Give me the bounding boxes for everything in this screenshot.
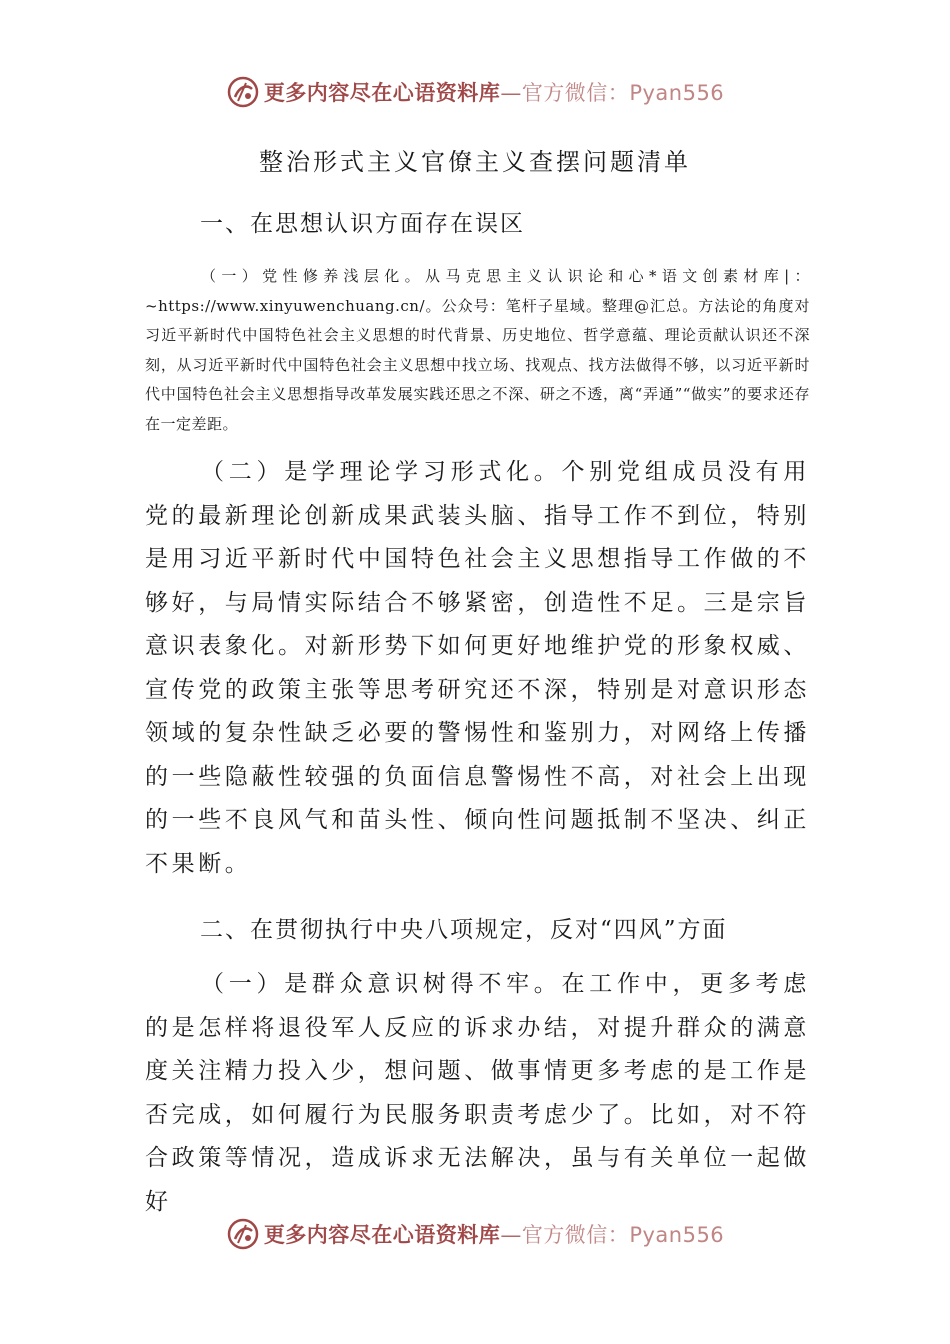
banner-text xyxy=(264,1219,724,1249)
banner-wechat-label: 官方微信： xyxy=(521,1223,630,1247)
section-heading-1: 一、在思想认识方面存在误区 xyxy=(200,211,525,237)
banner-text xyxy=(264,77,724,107)
banner-brand: 更多内容尽在心语资料库 xyxy=(263,1223,501,1247)
paragraph-2: （二）是学理论学习形式化。个别党组成员没有用党的最新理论创新成果武装头脑、指导工作不到位，特别是用习近平新时代中国特色社会主义思想指导工作做的不够好，与局情实际结合不够紧密，创造性不足。三是宗旨意识表象化。对新形势下如何更好地维护党的形象权威、宣传党的政策主张等思考研究还不深，特别是对意识形态领域的复杂性缺乏必要的警惕性和鉴别力，对网络上传播的一些隐蔽性较强的负面信息警惕性不高，对社会上出现的一些不良风气和苗头性、倾向性问题抵制不坚决、纠正不果断。 xyxy=(145,459,810,877)
banner-wechat-label: 官方微信： xyxy=(521,81,630,105)
paragraph-1: （一）党性修养浅层化。从马克思主义认识论和心*语文创素材库|：~https://www.xinyuwenchuang.cn/。公众号：笔杆子星域。整理@汇总。方法论的角度对习近平新时代中国特色社会主义思想的时代背景、历史地位、哲学意蕴、理论贡献认识还不深刻，从习近平新时代中国特色社会主义思想中找立场、找观点、找方法做得不够，以习近平新时代中国特色社会主义思想指导改革发展实践还思之不深、研之不透，离“弄通”“做实”的要求还存在一定差距。 xyxy=(145,267,810,433)
brand-logo-icon xyxy=(226,75,260,109)
brand-logo-icon xyxy=(226,1217,260,1251)
banner-separator: — xyxy=(500,1223,522,1247)
paragraph-3: （一）是群众意识树得不牢。在工作中，更多考虑的是怎样将退役军人反应的诉求办结，对提升群众的满意度关注精力投入少，想问题、做事情更多考虑的是工作是否完成，如何履行为民服务职责考虑少了。比如，对不符合政策等情况，造成诉求无法解决，虽与有关单位一起做好 xyxy=(145,971,810,1215)
header-banner xyxy=(0,72,950,112)
banner-brand: 更多内容尽在心语资料库 xyxy=(263,81,501,105)
footer-banner xyxy=(0,1214,950,1254)
banner-separator: — xyxy=(500,81,522,105)
section-heading-2: 二、在贯彻执行中央八项规定，反对“四风”方面 xyxy=(200,917,728,943)
document-title: 整治形式主义官僚主义查摆问题清单 xyxy=(259,148,691,176)
banner-wechat-id: Pyan556 xyxy=(629,1223,725,1247)
banner-wechat-id: Pyan556 xyxy=(629,81,725,105)
